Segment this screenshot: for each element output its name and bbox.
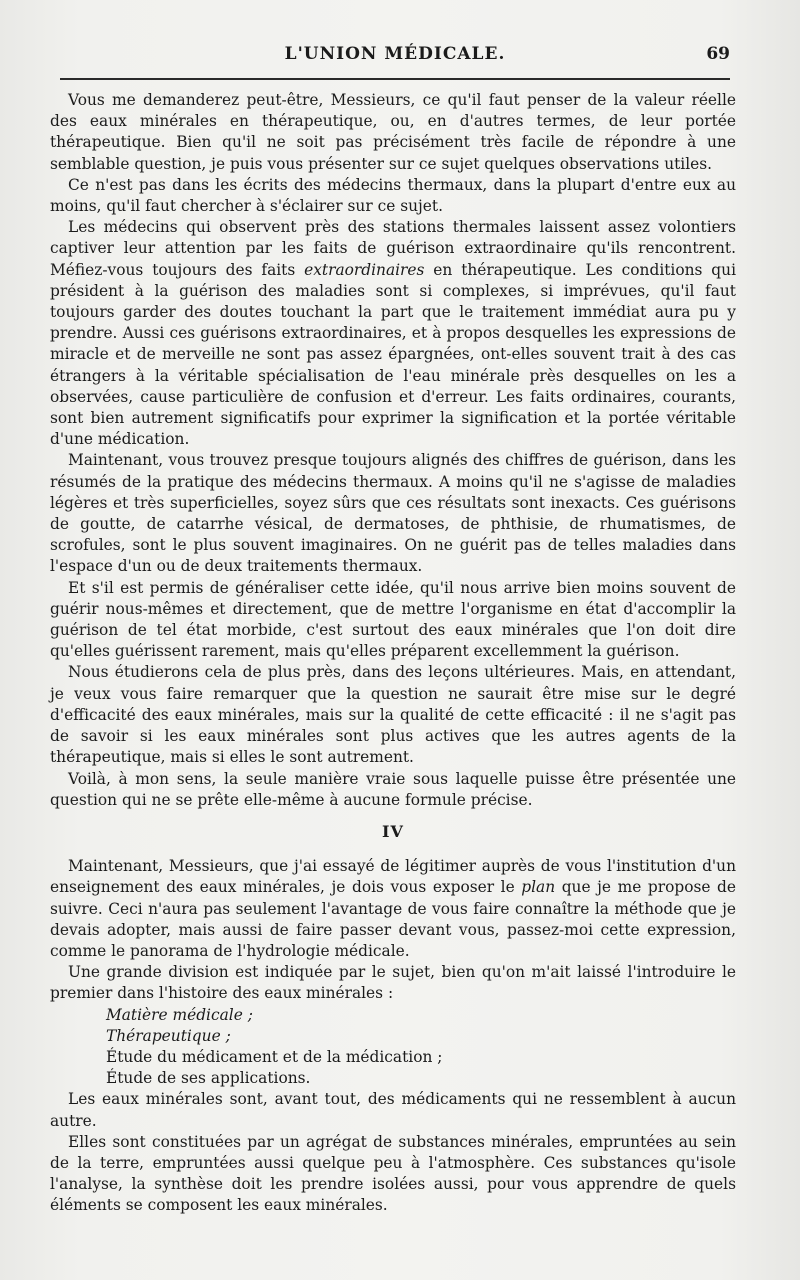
page-header: [52, 44, 738, 74]
list-item: Étude de ses applications.: [106, 1069, 311, 1088]
text-span: Les médecins qui observent près des stations thermales laissent assez volontiers captiver leur attention par les faits de guérison extraordinaire qu'ils rencontrent. Méfiez-vous toujours des faits: [50, 218, 736, 279]
text-span: en thérapeutique. Les conditions qui président à la guérison des maladies sont si complexes, si imprévues, qu'il faut toujours garder des doutes touchant la part que le traitement immédiat aura pu y prendre. Aussi ces guérisons extraordinaires, et à propos desquelles les expressions de miracle et de merveille ne sont pas assez épargnées, ont-elles souvent trait à des cas étrangers à la véritable spécialisation de l'eau minérale près desquelles on les a observées, cause particulière de confusion et d'erreur. Les faits ordinaires, courants, sont bien autrement significatifs pour exprimer la signification et la portée véritable d'une médication.: [50, 260, 736, 449]
division-list: [50, 1005, 736, 1090]
paragraph: Les eaux minérales sont, avant tout, des médicaments qui ne ressemblent à aucun autre.: [50, 1090, 736, 1130]
list-item: Thérapeutique ;: [106, 1026, 231, 1045]
paragraph: Ce n'est pas dans les écrits des médecins thermaux, dans la plupart d'entre eux au moins, qu'il faut chercher à s'éclairer sur ce sujet.: [50, 175, 736, 216]
body-text: [50, 90, 736, 1217]
list-item: Étude du médicament et de la médication ;: [106, 1047, 443, 1066]
running-title: L'UNION MÉDICALE.: [284, 44, 506, 64]
paragraph: [50, 856, 736, 962]
page-number: 69: [706, 44, 730, 64]
paragraph: Et s'il est permis de généraliser cette idée, qu'il nous arrive bien moins souvent de guérir nous-mêmes et directement, que de mettre l'organisme en état d'accomplir la guérison de tel état morbide, c'est surtout des eaux minérales que l'on doit dire qu'elles guérissent rarement, mais qu'elles préparent excellemment la guérison.: [50, 578, 736, 661]
paragraph: Voilà, à mon sens, la seule manière vraie sous laquelle puisse être présentée une question qui ne se prête elle-même à aucune formule précise.: [50, 769, 736, 809]
header-rule: [60, 78, 730, 80]
section-heading: IV: [382, 821, 404, 841]
text-span: Maintenant, Messieurs, que j'ai essayé de légitimer auprès de vous l'institution d'un enseignement des eaux minérales, je dois vous exposer le: [50, 857, 736, 897]
list-item: Matière médicale ;: [106, 1005, 253, 1024]
paragraph: Nous étudierons cela de plus près, dans des leçons ultérieures. Mais, en attendant, je veux vous faire remarquer que la question ne saurait être mise sur le degré d'efficacité des eaux minérales, mais sur la qualité de cette efficacité : il ne s'agit pas de savoir si les eaux minérales sont plus actives que les autres agents de la thérapeutique, mais si elles le sont autrement.: [50, 663, 736, 767]
text-span: que je me propose de suivre. Ceci n'aura pas seulement l'avantage de vous faire connaître la méthode que je devais adopter, mais aussi de faire passer devant vous, passez-moi cette expression, comme le panorama de l'hydrologie médicale.: [50, 878, 736, 960]
paragraph: Maintenant, vous trouvez presque toujours alignés des chiffres de guérison, dans les résumés de la pratique des médecins thermaux. A moins qu'il ne s'agisse de maladies légères et très superficielles, soyez sûrs que ces résultats sont inexacts. Ces guérisons de goutte, de catarrhe vésical, de dermatoses, de phthisie, de rhumatismes, de scrofules, sont le plus souvent imaginaires. On ne guérit pas de telles maladies dans l'espace d'un ou de deux traitements thermaux.: [50, 451, 736, 576]
paragraph: Elles sont constituées par un agrégat de substances minérales, empruntées au sein de la terre, empruntées aussi quelque peu à l'atmosphère. Ces substances qu'isole l'analyse, la synthèse doit les prendre isolées aussi, pour vous apprendre de quels éléments se composent les eaux minérales.: [50, 1132, 736, 1215]
paragraph: [50, 217, 736, 450]
emphasis: plan: [521, 878, 556, 897]
emphasis: extraordinaires: [304, 260, 425, 279]
paragraph: Vous me demanderez peut-être, Messieurs, ce qu'il faut penser de la valeur réelle des eaux minérales en thérapeutique, ou, en d'autres termes, de leur portée thérapeutique. Bien qu'il ne soit pas précisément très facile de répondre à une semblable question, je puis vous présenter sur ce sujet quelques observations utiles.: [50, 91, 736, 173]
paragraph: Une grande division est indiquée par le sujet, bien qu'on m'ait laissé l'introduire le premier dans l'histoire des eaux minérales :: [50, 963, 736, 1003]
